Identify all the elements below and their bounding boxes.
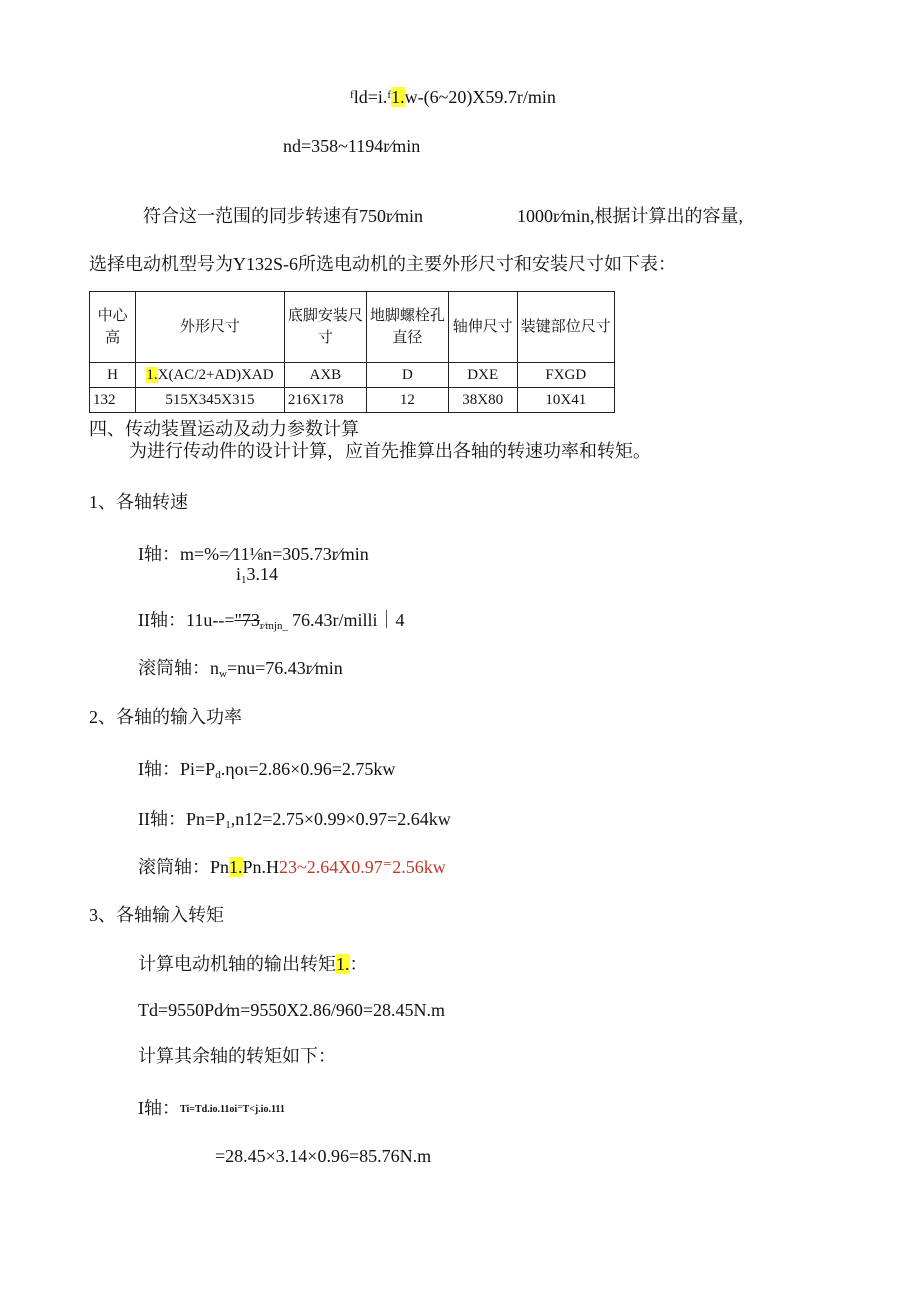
shaft2-speed	[138, 609, 404, 637]
table-value-row	[90, 388, 615, 413]
part-b: Pn.H	[242, 857, 280, 877]
part-d: 76.43r/milli｜4	[291, 610, 405, 630]
ratio: 3.14	[246, 564, 279, 584]
shaft1-power	[138, 758, 395, 786]
para-sync-speed-a: 符合这一范围的同步转速有750r⁄min	[143, 206, 424, 226]
label: 滚筒轴：	[138, 857, 210, 877]
label: II轴：	[138, 610, 186, 630]
colon: ：	[349, 954, 368, 974]
formula-part-a: ᶠld=i.ᶠ	[350, 87, 392, 107]
cell-symbol-axb: AXB	[284, 363, 366, 388]
subheading-powers: 2、各轴的输入功率	[89, 707, 242, 727]
small-formula: Ti=Td.io.11oi⁼T<j.io.111	[180, 1104, 285, 1115]
para-motor-model: 选择电动机型号为Y132S-6所选电动机的主要外形尺寸和安装尺寸如下表：	[89, 254, 677, 274]
formula: m=%=⁄11⅛n=305.73r⁄min	[180, 544, 369, 564]
part-b: .ηoι=2.86×0.96=2.75kw	[220, 759, 396, 779]
header-outer-size: 外形尺寸	[136, 292, 285, 363]
label: I轴：	[138, 759, 180, 779]
formula-part-b: w-(6~20)X59.7r/min	[404, 87, 556, 107]
cell-value-fxgd: 10X41	[517, 388, 614, 413]
table-symbol-row	[90, 363, 615, 388]
cell-symbol-fxgd: FXGD	[517, 363, 614, 388]
part-b: =nu=76.43r⁄min	[226, 658, 343, 678]
sub-d: d	[215, 769, 221, 781]
shaft2-power	[138, 808, 451, 836]
sub-i: i	[236, 564, 242, 584]
header-center-height: 中心高	[90, 292, 136, 363]
table-header-row	[90, 292, 615, 363]
shaft1-torque	[138, 1097, 285, 1121]
shaft1-speed	[138, 543, 369, 565]
cell-value-h: 132	[90, 388, 136, 413]
label: I轴：	[138, 1098, 180, 1118]
sub-1: 1	[225, 819, 231, 831]
shaft1-torque-result: =28.45×3.14×0.96=85.76N.m	[215, 1146, 432, 1166]
label: I轴：	[138, 544, 180, 564]
cell-value-d: 12	[366, 388, 448, 413]
sub-1: 1	[241, 574, 247, 586]
highlight-mark: 1.	[146, 367, 158, 383]
part-a: Pi=P	[180, 759, 216, 779]
part-b: ,n12=2.75×0.99×0.97=2.64kw	[230, 809, 451, 829]
header-key-part: 装键部位尺寸	[517, 292, 614, 363]
symbol-outer-text: X(AC/2+AD)XAD	[157, 367, 274, 383]
cell-value-axb: 216X178	[284, 388, 366, 413]
section-4-intro: 为进行传动件的设计计算，应首先推算出各轴的转速功率和转矩。	[129, 441, 651, 461]
cell-value-outer: 515X345X315	[136, 388, 285, 413]
highlight-mark: 1.	[229, 857, 243, 877]
drum-speed	[138, 657, 343, 685]
part-a: Pn	[210, 857, 230, 877]
motor-speed-range: nd=358~1194r⁄min	[283, 136, 421, 156]
cell-symbol-dxe: DXE	[448, 363, 517, 388]
motor-dimension-table	[89, 291, 615, 413]
highlight-mark: 1.	[391, 87, 405, 107]
cell-symbol-h: H	[90, 363, 136, 388]
shaft1-speed-ratio	[236, 563, 278, 591]
header-foot-mount: 底脚安装尺寸	[284, 292, 366, 363]
drum-power	[138, 856, 446, 878]
part-a: Pn=P	[186, 809, 226, 829]
para-sync-speed-b: 1000r⁄min,根据计算出的容量,	[517, 206, 744, 226]
text: 计算电动机轴的输出转矩	[138, 954, 336, 974]
header-bolt-hole: 地脚螺栓孔直径	[366, 292, 448, 363]
label: II轴：	[138, 809, 186, 829]
label: 滚筒轴：	[138, 658, 210, 678]
part-a: n	[210, 658, 219, 678]
torque-rest-intro: 计算其余轴的转矩如下：	[138, 1046, 336, 1066]
header-shaft-ext: 轴伸尺寸	[448, 292, 517, 363]
subheading-speeds: 1、各轴转速	[89, 492, 188, 512]
motor-torque-formula: Td=9550Pd⁄m=9550X2.86/960=28.45N.m	[138, 1000, 445, 1020]
cell-symbol-d: D	[366, 363, 448, 388]
cell-value-dxe: 38X80	[448, 388, 517, 413]
speed-range-formula	[350, 86, 556, 108]
part-a: 11u--=	[186, 610, 235, 630]
cell-symbol-outer	[136, 363, 285, 388]
highlight-mark: 1.	[336, 954, 350, 974]
section-heading-4: 四、传动装置运动及动力参数计算	[89, 419, 359, 439]
red-result: 23~2.64X0.97⁼2.56kw	[279, 857, 446, 877]
torque-intro	[138, 953, 368, 975]
sub-w: w	[219, 668, 227, 680]
subheading-torques: 3、各轴输入转矩	[89, 905, 224, 925]
part-b: "73	[234, 610, 260, 630]
part-c: r⁄mjn_	[259, 620, 288, 632]
